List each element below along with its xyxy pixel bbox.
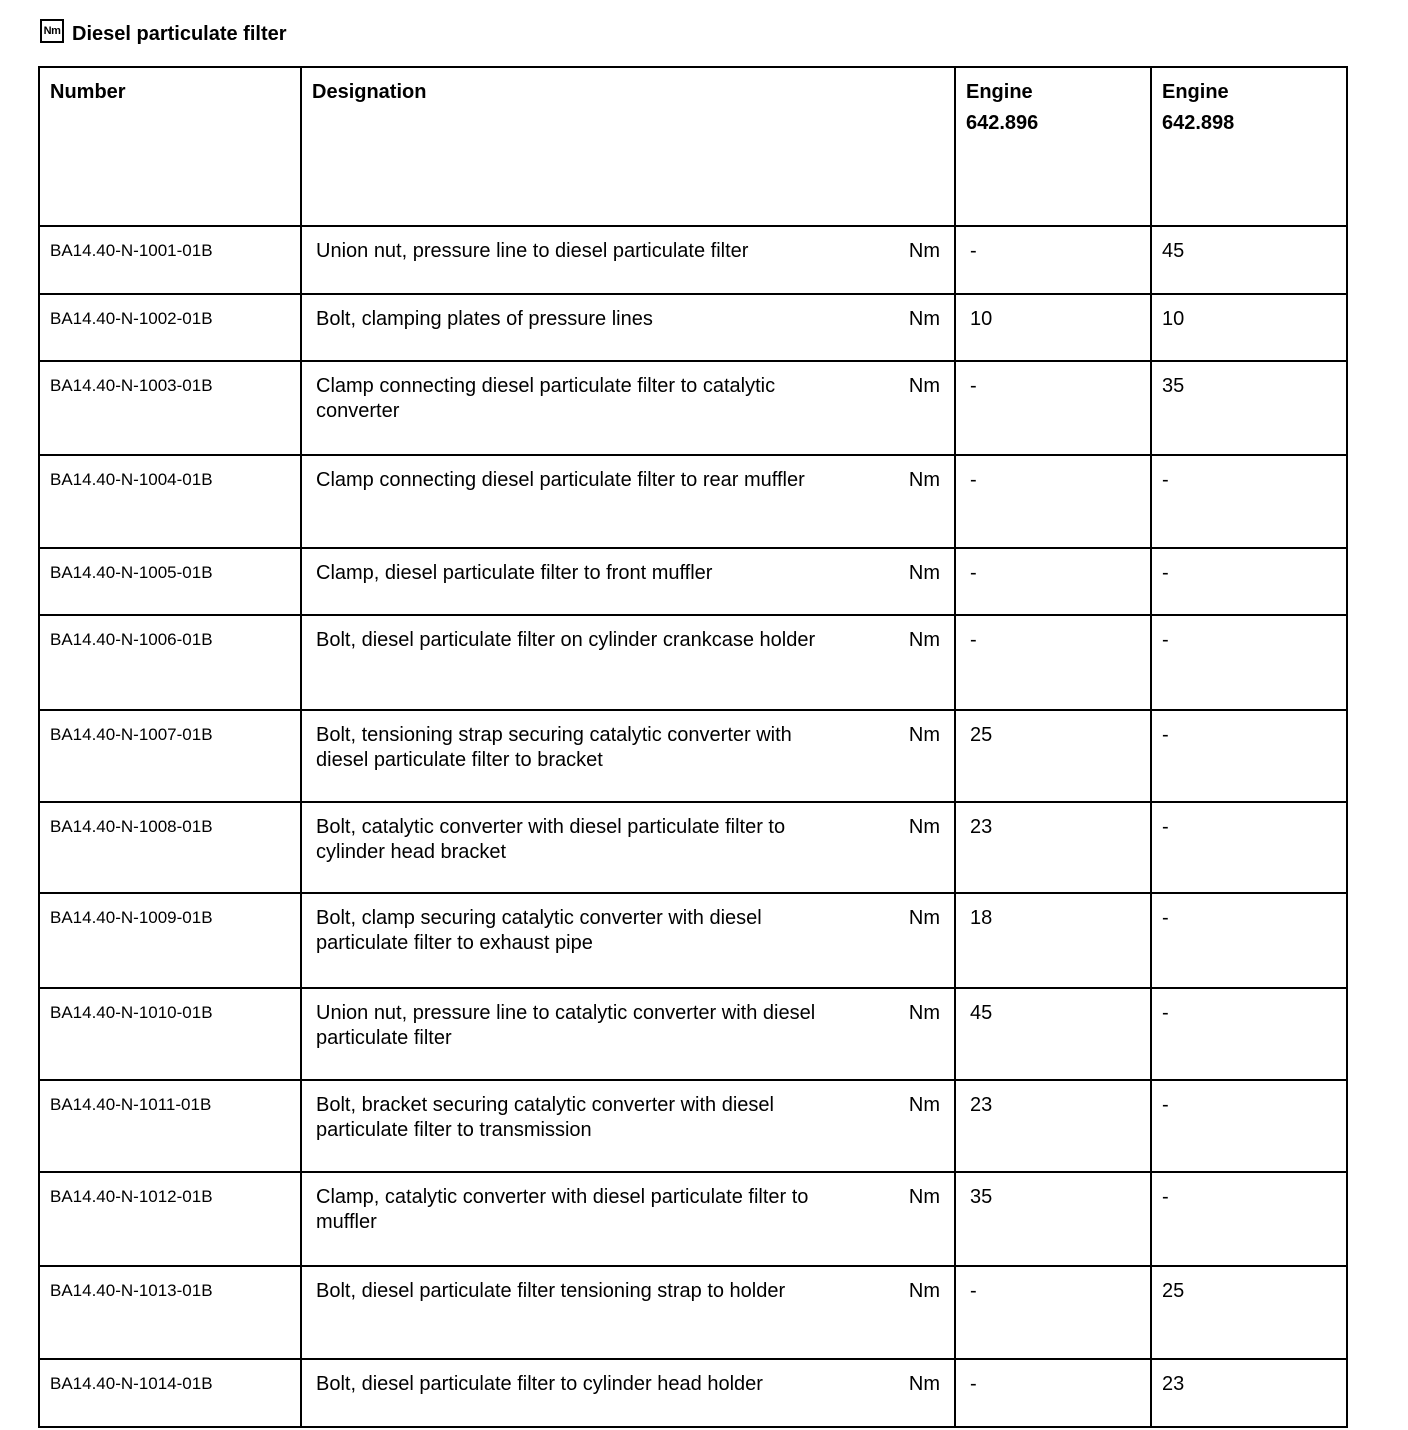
designation-text: Clamp, diesel particulate filter to front muffler — [316, 562, 713, 584]
engine-642896-value: 23 — [955, 1080, 1151, 1172]
torque-spec-table — [38, 66, 1348, 1428]
unit-label: Nm — [908, 1186, 940, 1208]
unit-label: Nm — [908, 308, 940, 330]
table-row — [39, 455, 1347, 548]
table-row — [39, 1359, 1347, 1427]
engine-642898-value: - — [1151, 802, 1347, 893]
part-number-cell: BA14.40-N-1012-01B — [39, 1172, 301, 1266]
engine-642896-value: - — [955, 548, 1151, 615]
designation-text: Bolt, clamping plates of pressure lines — [316, 308, 653, 330]
part-number-cell: BA14.40-N-1011-01B — [39, 1080, 301, 1172]
designation-cell — [301, 1080, 955, 1172]
unit-label: Nm — [908, 724, 940, 746]
table-row — [39, 893, 1347, 988]
engine-642896-value: - — [955, 226, 1151, 294]
table-row — [39, 802, 1347, 893]
designation-text: Bolt, diesel particulate filter tensioning strap to holder — [316, 1280, 786, 1302]
designation-text: Bolt, diesel particulate filter on cylinder crankcase holder — [316, 629, 816, 651]
designation-cell — [301, 893, 955, 988]
designation-text: Clamp connecting diesel particulate filter to catalytic converter — [316, 375, 776, 422]
engine-642898-value: - — [1151, 1080, 1347, 1172]
table-row — [39, 1266, 1347, 1359]
engine-642898-value: 10 — [1151, 294, 1347, 361]
designation-cell — [301, 802, 955, 893]
engine-642896-value: 18 — [955, 893, 1151, 988]
table-row — [39, 294, 1347, 361]
engine-642898-value: - — [1151, 455, 1347, 548]
part-number-cell: BA14.40-N-1001-01B — [39, 226, 301, 294]
unit-label: Nm — [908, 629, 940, 651]
unit-label: Nm — [908, 1373, 940, 1395]
designation-text: Bolt, bracket securing catalytic converter with diesel particulate filter to transmission — [316, 1094, 774, 1141]
engine-642896-value: - — [955, 1359, 1151, 1427]
column-header-engine-642896: Engine 642.896 — [955, 67, 1151, 226]
unit-label: Nm — [908, 907, 940, 929]
designation-cell — [301, 548, 955, 615]
engine-642896-value: - — [955, 361, 1151, 455]
engine-642896-value: - — [955, 455, 1151, 548]
designation-cell — [301, 455, 955, 548]
table-row — [39, 1172, 1347, 1266]
engine-642896-value: 45 — [955, 988, 1151, 1080]
table-row — [39, 1080, 1347, 1172]
engine-642898-value: - — [1151, 893, 1347, 988]
designation-cell — [301, 226, 955, 294]
table-row — [39, 548, 1347, 615]
part-number-cell: BA14.40-N-1004-01B — [39, 455, 301, 548]
engine-642896-value: - — [955, 1266, 1151, 1359]
table-row — [39, 710, 1347, 802]
part-number-cell: BA14.40-N-1003-01B — [39, 361, 301, 455]
designation-text: Clamp connecting diesel particulate filter to rear muffler — [316, 469, 805, 491]
engine-642896-value: 25 — [955, 710, 1151, 802]
table-row — [39, 615, 1347, 710]
designation-cell — [301, 615, 955, 710]
engine-642896-value: 35 — [955, 1172, 1151, 1266]
engine-642898-value: 23 — [1151, 1359, 1347, 1427]
engine-642898-value: 25 — [1151, 1266, 1347, 1359]
designation-text: Union nut, pressure line to diesel particulate filter — [316, 240, 749, 262]
engine-642898-value: - — [1151, 1172, 1347, 1266]
table-header-row — [39, 67, 1347, 226]
designation-cell — [301, 1266, 955, 1359]
designation-text: Bolt, catalytic converter with diesel particulate filter to cylinder head bracket — [316, 816, 786, 863]
engine-642898-value: - — [1151, 710, 1347, 802]
engine-642896-value: - — [955, 615, 1151, 710]
unit-label: Nm — [908, 816, 940, 838]
engine-642898-value: - — [1151, 988, 1347, 1080]
unit-label: Nm — [908, 562, 940, 584]
designation-cell — [301, 361, 955, 455]
table-row — [39, 361, 1347, 455]
part-number-cell: BA14.40-N-1010-01B — [39, 988, 301, 1080]
engine-642898-value: - — [1151, 548, 1347, 615]
part-number-cell: BA14.40-N-1002-01B — [39, 294, 301, 361]
part-number-cell: BA14.40-N-1009-01B — [39, 893, 301, 988]
unit-label: Nm — [908, 375, 940, 397]
designation-cell — [301, 710, 955, 802]
engine-642898-value: 45 — [1151, 226, 1347, 294]
engine-642898-value: - — [1151, 615, 1347, 710]
torque-nm-icon: Nm — [40, 19, 64, 43]
unit-label: Nm — [908, 240, 940, 262]
part-number-cell: BA14.40-N-1006-01B — [39, 615, 301, 710]
part-number-cell: BA14.40-N-1013-01B — [39, 1266, 301, 1359]
designation-text: Bolt, clamp securing catalytic converter with diesel particulate filter to exhaust pipe — [316, 907, 762, 954]
part-number-cell: BA14.40-N-1008-01B — [39, 802, 301, 893]
unit-label: Nm — [908, 1280, 940, 1302]
unit-label: Nm — [908, 1002, 940, 1024]
designation-text: Clamp, catalytic converter with diesel particulate filter to muffler — [316, 1186, 809, 1233]
designation-cell — [301, 1172, 955, 1266]
engine-642898-value: 35 — [1151, 361, 1347, 455]
page-header — [40, 18, 287, 50]
table-row — [39, 226, 1347, 294]
part-number-cell: BA14.40-N-1014-01B — [39, 1359, 301, 1427]
column-header-engine-642898: Engine 642.898 — [1151, 67, 1347, 226]
part-number-cell: BA14.40-N-1005-01B — [39, 548, 301, 615]
designation-text: Bolt, tensioning strap securing catalytic converter with diesel particulate filter to bracket — [316, 724, 792, 771]
part-number-cell: BA14.40-N-1007-01B — [39, 710, 301, 802]
designation-text: Bolt, diesel particulate filter to cylinder head holder — [316, 1373, 763, 1395]
unit-label: Nm — [908, 1094, 940, 1116]
unit-label: Nm — [908, 469, 940, 491]
table-row — [39, 988, 1347, 1080]
designation-cell — [301, 988, 955, 1080]
designation-text: Union nut, pressure line to catalytic converter with diesel particulate filter — [316, 1002, 816, 1049]
page-title: Diesel particulate filter — [72, 23, 287, 45]
designation-cell — [301, 1359, 955, 1427]
column-header-designation: Designation — [301, 67, 955, 226]
column-header-number: Number — [39, 67, 301, 226]
designation-cell — [301, 294, 955, 361]
engine-642896-value: 10 — [955, 294, 1151, 361]
engine-642896-value: 23 — [955, 802, 1151, 893]
